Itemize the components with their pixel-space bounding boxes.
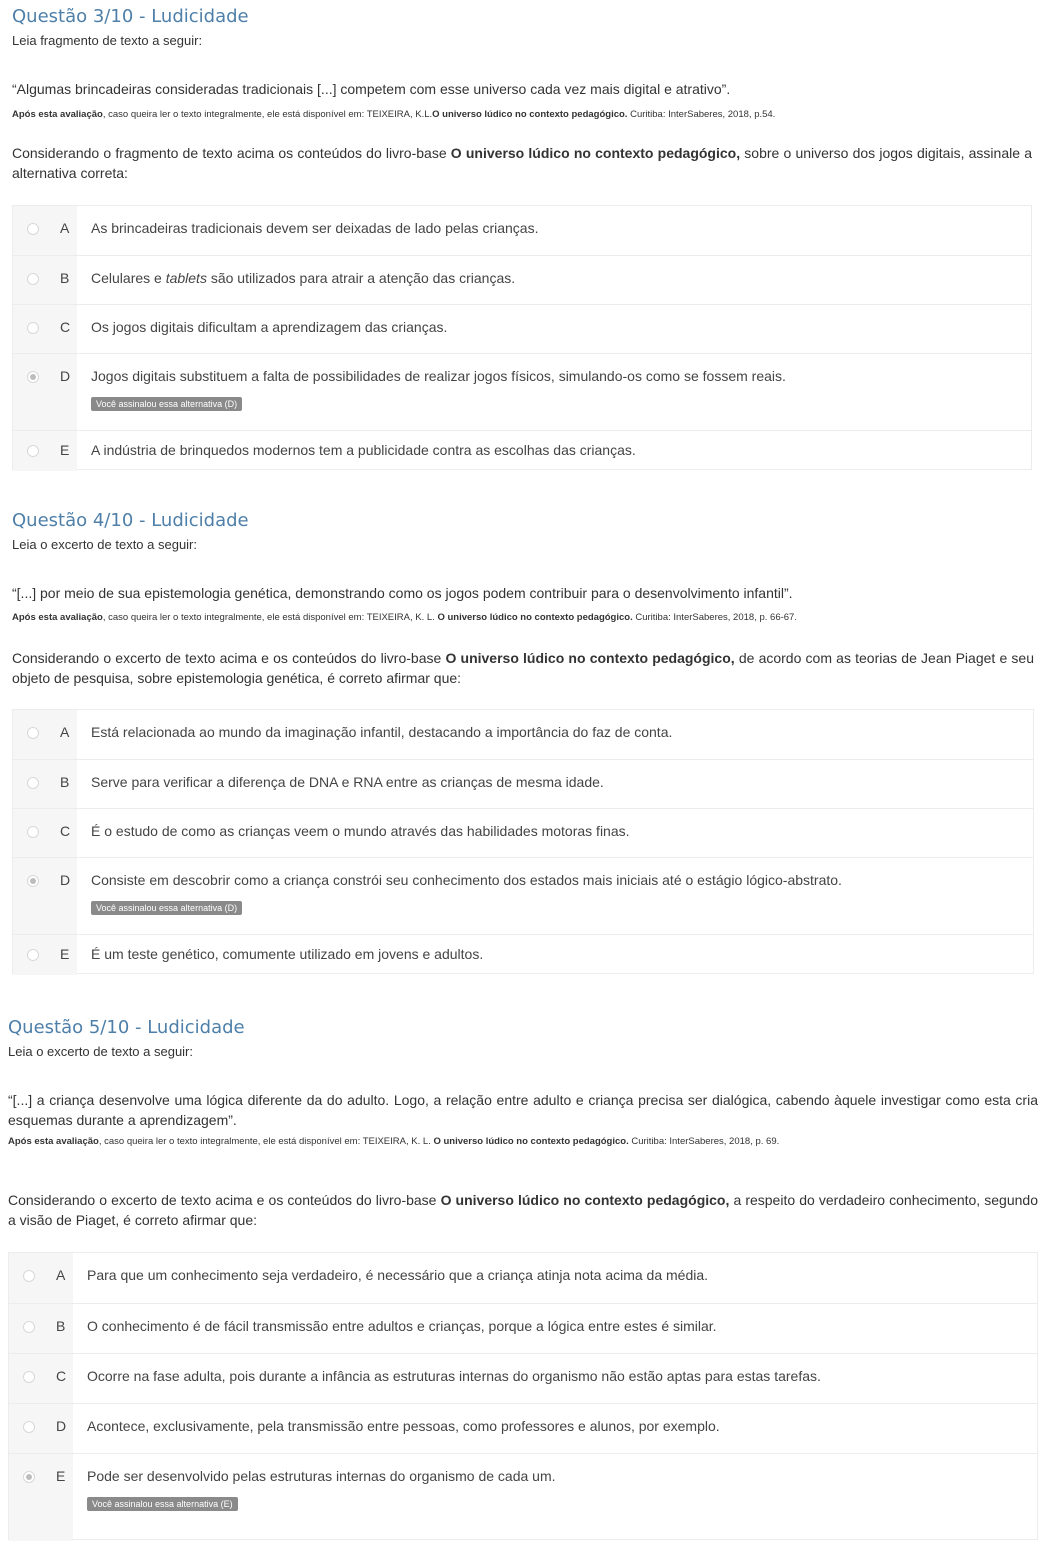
option-letter: D [60, 872, 71, 888]
option-text: Para que um conhecimento seja verdadeiro, é necessário que a criança atinja nota acima da média. [87, 1267, 709, 1283]
option-d[interactable] [13, 857, 1033, 934]
question-title: Questão 4/10 - Ludicidade [12, 510, 249, 531]
question-title: Questão 3/10 - Ludicidade [12, 6, 249, 27]
option-c[interactable] [9, 1353, 1037, 1403]
radio-d[interactable] [27, 875, 39, 887]
option-b[interactable] [13, 255, 1031, 304]
option-b[interactable] [9, 1303, 1037, 1353]
option-letter: B [60, 270, 70, 286]
option-text: Pode ser desenvolvido pelas estruturas internas do organismo de cada um. [87, 1468, 556, 1484]
question-quote: “[...] a criança desenvolve uma lógica diferente da do adulto. Logo, a relação entre adulto e criança precisa ser dialógica, cabendo àquele investigar como esta cria esquemas durante a aprendizagem”. [8, 1092, 1038, 1128]
question-title: Questão 5/10 - Ludicidade [8, 1017, 245, 1038]
selected-badge: Você assinalou essa alternativa (D) [91, 397, 242, 411]
question-prompt: Considerando o fragmento de texto acima os conteúdos do livro-base O universo lúdico no contexto pedagógico, sobre o universo dos jogos digitais, assinale a alternativa correta: [12, 145, 1032, 181]
option-text: Acontece, exclusivamente, pela transmissão entre pessoas, como professores e alunos, por exemplo. [87, 1418, 720, 1434]
option-a[interactable] [9, 1253, 1037, 1303]
radio-e[interactable] [23, 1471, 35, 1483]
option-text: Serve para verificar a diferença de DNA e RNA entre as crianças de mesma idade. [91, 774, 604, 790]
option-letter: A [60, 724, 70, 740]
option-text: Está relacionada ao mundo da imaginação infantil, destacando a importância do faz de conta. [91, 724, 673, 740]
option-letter: E [60, 946, 70, 962]
option-letter: D [56, 1418, 67, 1434]
option-text: Celulares e tablets são utilizados para atrair a atenção das crianças. [91, 270, 516, 286]
option-letter: C [60, 319, 71, 335]
question-prompt: Considerando o excerto de texto acima e os conteúdos do livro-base O universo lúdico no contexto pedagógico, a respeito do verdadeiro conhecimento, segundo a visão de Piaget, é correto afirmar que: [8, 1192, 1038, 1228]
radio-a[interactable] [27, 223, 39, 235]
question-intro: Leia o excerto de texto a seguir: [12, 537, 198, 552]
option-letter: B [60, 774, 70, 790]
option-letter: A [56, 1267, 66, 1283]
option-text: O conhecimento é de fácil transmissão entre adultos e crianças, porque a lógica entre estes é similar. [87, 1318, 717, 1334]
radio-c[interactable] [27, 322, 39, 334]
option-text: A indústria de brinquedos modernos tem a publicidade contra as escolhas das crianças. [91, 442, 636, 458]
radio-c[interactable] [23, 1371, 35, 1383]
radio-a[interactable] [27, 727, 39, 739]
question-intro: Leia fragmento de texto a seguir: [12, 33, 203, 48]
option-text: Consiste em descobrir como a criança constrói seu conhecimento dos estados mais iniciais até o estágio lógico-abstrato. [91, 872, 842, 888]
selected-badge: Você assinalou essa alternativa (E) [87, 1497, 238, 1511]
options-list [8, 1252, 1038, 1540]
option-text: É o estudo de como as crianças veem o mundo através das habilidades motoras finas. [91, 823, 630, 839]
question-quote: “Algumas brincadeiras consideradas tradicionais [...] competem com esse universo cada vez mais digital e atrativo”. [12, 81, 731, 97]
option-text: Ocorre na fase adulta, pois durante a infância as estruturas internas do organismo não estão aptas para estas tarefas. [87, 1368, 821, 1384]
option-text: As brincadeiras tradicionais devem ser deixadas de lado pelas crianças. [91, 220, 539, 236]
question-source: Após esta avaliação, caso queira ler o texto integralmente, ele está disponível em: TEIXEIRA, K. L. O universo lúdico no contexto pedagógico. Curitiba: InterSaberes, 2018, p. 69. [8, 1136, 780, 1147]
option-text: Os jogos digitais dificultam a aprendizagem das crianças. [91, 319, 448, 335]
option-d[interactable] [9, 1403, 1037, 1453]
option-letter: B [56, 1318, 66, 1334]
options-list [12, 709, 1034, 974]
options-list [12, 205, 1032, 470]
option-e[interactable] [13, 934, 1033, 975]
radio-e[interactable] [27, 445, 39, 457]
option-letter: E [60, 442, 70, 458]
radio-b[interactable] [27, 777, 39, 789]
option-letter: C [56, 1368, 67, 1384]
question-prompt: Considerando o excerto de texto acima e os conteúdos do livro-base O universo lúdico no contexto pedagógico, de acordo com as teorias de Jean Piaget e seu objeto de pesquisa, sobre epistemologia genética, é correto afirmar que: [12, 650, 1034, 686]
option-text: Jogos digitais substituem a falta de possibilidades de realizar jogos físicos, simulando-os como se fossem reais. [91, 368, 786, 384]
radio-d[interactable] [27, 371, 39, 383]
option-a[interactable] [13, 710, 1033, 759]
radio-e[interactable] [27, 949, 39, 961]
radio-c[interactable] [27, 826, 39, 838]
question-source: Após esta avaliação, caso queira ler o texto integralmente, ele está disponível em: TEIXEIRA, K. L. O universo lúdico no contexto pedagógico. Curitiba: InterSaberes, 2018, p. 66-67. [12, 612, 797, 623]
option-a[interactable] [13, 206, 1031, 255]
option-c[interactable] [13, 304, 1031, 353]
option-letter: E [56, 1468, 66, 1484]
option-letter: C [60, 823, 71, 839]
option-c[interactable] [13, 808, 1033, 857]
option-letter: A [60, 220, 70, 236]
option-d[interactable] [13, 353, 1031, 430]
radio-b[interactable] [23, 1321, 35, 1333]
option-b[interactable] [13, 759, 1033, 808]
option-text: É um teste genético, comumente utilizado em jovens e adultos. [91, 946, 484, 962]
radio-d[interactable] [23, 1421, 35, 1433]
radio-a[interactable] [23, 1270, 35, 1282]
question-source: Após esta avaliação, caso queira ler o texto integralmente, ele está disponível em: TEIXEIRA, K.L.O universo lúdico no contexto pedagógico. Curitiba: InterSaberes, 2018, p.54. [12, 109, 776, 120]
radio-b[interactable] [27, 273, 39, 285]
selected-badge: Você assinalou essa alternativa (D) [91, 901, 242, 915]
option-letter: D [60, 368, 71, 384]
question-quote: “[...] por meio de sua epistemologia genética, demonstrando como os jogos podem contribuir para o desenvolvimento infantil”. [12, 585, 793, 601]
option-e[interactable] [13, 430, 1031, 471]
option-e[interactable] [9, 1453, 1037, 1541]
question-intro: Leia o excerto de texto a seguir: [8, 1044, 194, 1059]
